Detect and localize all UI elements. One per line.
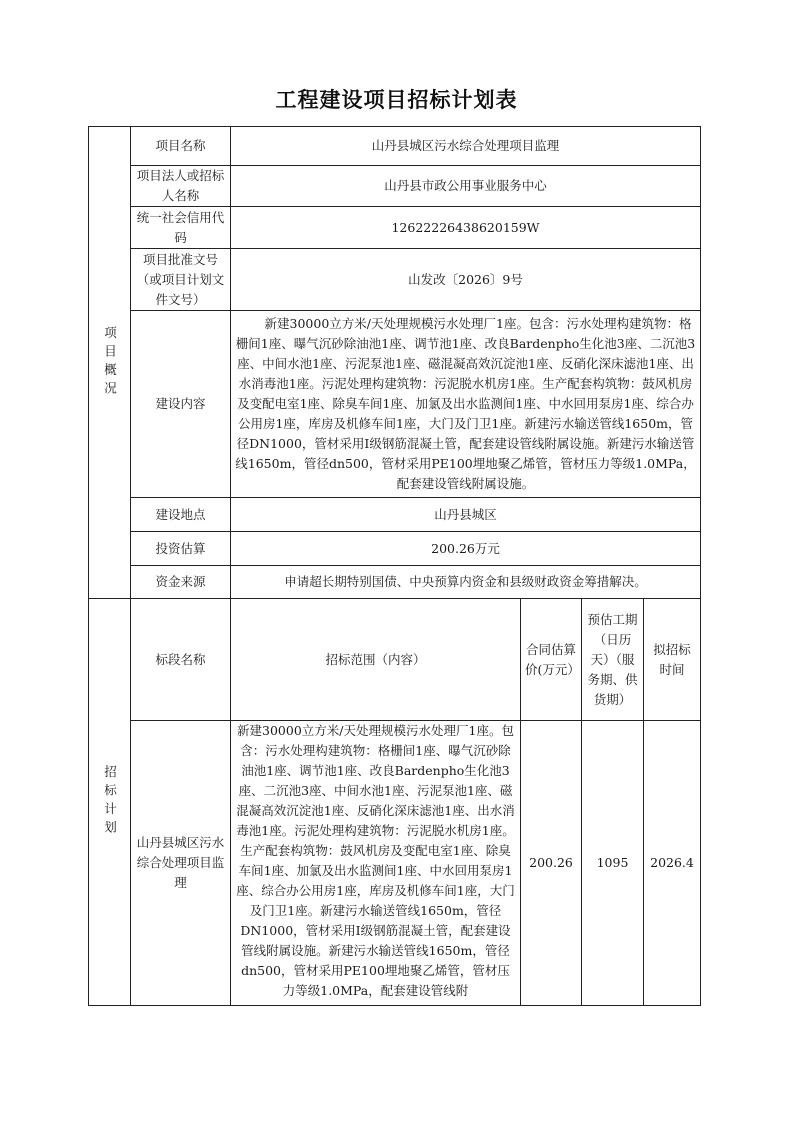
overview-row-investment — [89, 532, 701, 566]
row-value: 山发改〔2026〕9号 — [231, 249, 701, 311]
header-period: 预估工期（日历天）（服务期、供货期） — [582, 599, 644, 721]
row-value: 200.26万元 — [231, 532, 701, 566]
plan-header-row — [89, 599, 701, 721]
row-value: 山丹县城区污水综合处理项目监理 — [231, 127, 701, 166]
page-title: 工程建设项目招标计划表 — [275, 87, 518, 112]
plan-row-price: 200.26 — [521, 721, 582, 1006]
overview-section-label: 项目概况 — [89, 127, 131, 599]
overview-row-tenderer — [89, 166, 701, 207]
row-label: 项目法人或招标人名称 — [131, 166, 231, 207]
row-label: 投资估算 — [131, 532, 231, 566]
overview-row-credit-code — [89, 207, 701, 249]
row-label: 统一社会信用代码 — [131, 207, 231, 249]
row-label: 资金来源 — [131, 566, 231, 599]
overview-row-project-name — [89, 127, 701, 166]
row-value: 山丹县城区 — [231, 498, 701, 532]
overview-row-construction-content — [89, 311, 701, 498]
bidding-plan-table — [88, 126, 701, 1006]
header-price: 合同估算价(万元） — [521, 599, 582, 721]
row-value: 新建30000立方米/天处理规模污水处理厂1座。包含：污水处理构建筑物：格栅间1座、曝气沉砂除油池1座、调节池1座、改良Bardenpho生化池3座、二沉池3座、中间水池1座、污泥泵池1座、磁混凝高效沉淀池1座、反硝化深床滤池1座、出水消毒池1座。污泥处理构建筑物：污泥脱水机房1座。生产配套构筑物：鼓风机房及变配电室1座、除臭车间1座、加氯及出水监测间1座、中水回用泵房1座、综合办公用房1座，库房及机修车间1座，大门及门卫1座。新建污水输送管线1650m，管径DN1000，管材采用Ⅰ级钢筋混凝土管，配套建设管线附属设施。新建污水输送管线1650m，管径dn500，管材采用PE100埋地聚乙烯管，管材压力等级1.0MPa，配套建设管线附属设施。 — [231, 311, 701, 498]
row-value: 山丹县市政公用事业服务中心 — [231, 166, 701, 207]
header-scope: 招标范围（内容） — [231, 599, 521, 721]
plan-row-name: 山丹县城区污水综合处理项目监理 — [131, 721, 231, 1006]
header-time: 拟招标时间 — [644, 599, 701, 721]
plan-row — [89, 721, 701, 1006]
plan-row-scope: 新建30000立方米/天处理规模污水处理厂1座。包含：污水处理构建筑物：格栅间1座、曝气沉砂除油池1座、调节池1座、改良Bardenpho生化池3座、二沉池3座、中间水池1座、污泥泵池1座、磁混凝高效沉淀池1座、反硝化深床滤池1座、出水消毒池1座。污泥处理构建筑物：污泥脱水机房1座。生产配套构筑物：鼓风机房及变配电室1座、除臭车间1座、加氯及出水监测间1座、中水回用泵房1座、综合办公用房1座，库房及机修车间1座，大门及门卫1座。新建污水输送管线1650m，管径DN1000，管材采用Ⅰ级钢筋混凝土管，配套建设管线附属设施。新建污水输送管线1650m，管径dn500，管材采用PE100埋地聚乙烯管，管材压力等级1.0MPa，配套建设管线附 — [231, 721, 521, 1006]
overview-row-funding-source — [89, 566, 701, 599]
row-label: 项目批准文号（或项目计划文件文号） — [131, 249, 231, 311]
row-value: 申请超长期特别国债、中央预算内资金和县级财政资金筹措解决。 — [231, 566, 701, 599]
row-label: 建设地点 — [131, 498, 231, 532]
overview-row-approval-number — [89, 249, 701, 311]
row-label: 建设内容 — [131, 311, 231, 498]
overview-row-location — [89, 498, 701, 532]
row-label: 项目名称 — [131, 127, 231, 166]
plan-section-label: 招标计划 — [89, 599, 131, 1006]
row-value: 12622226438620159W — [231, 207, 701, 249]
plan-row-time: 2026.4 — [644, 721, 701, 1006]
header-name: 标段名称 — [131, 599, 231, 721]
plan-row-period: 1095 — [582, 721, 644, 1006]
